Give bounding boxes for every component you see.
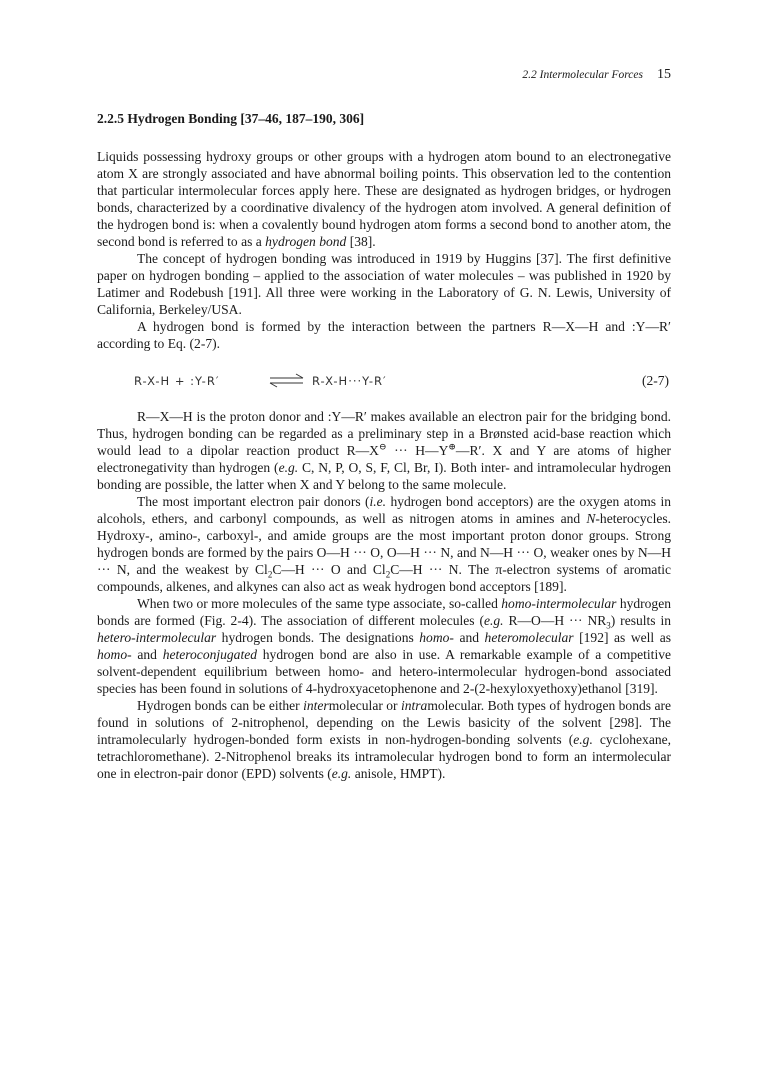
running-head xyxy=(522,67,671,83)
paragraph-3: A hydrogen bond is formed by the interaction between the partners R—X—H and :Y—R′ according to Eq. (2-7). xyxy=(97,319,671,351)
paragraph-7: Hydrogen bonds can be either intermolecular or intramolecular. Both types of hydrogen bonds are found in solutions of 2-nitrophenol, depending on the Lewis basicity of the solvent [298]. The intramolecularly hydrogen-bonded form exists in non-hydrogen-bonding solvents (e.g. cyclohexane, tetrachloromethane). 2-Nitrophenol breaks its intramolecular hydrogen bond to form an intermolecular one in electron-pair donor (EPD) solvents (e.g. anisole, HMPT). xyxy=(97,698,671,781)
equation-rhs: R-X-H···Y-R′ xyxy=(312,374,387,388)
paragraph-2: The concept of hydrogen bonding was introduced in 1919 by Huggins [37]. The first definitive paper on hydrogen bonding – applied to the association of water molecules – was published in 1920 by Latimer and Rodebush [191]. All three were working in the Laboratory of G. N. Lewis, University of California, Berkeley/USA. xyxy=(97,251,671,317)
running-head-title: 2.2 Intermolecular Forces xyxy=(522,69,643,81)
paragraph-5: The most important electron pair donors (i.e. hydrogen bond acceptors) are the oxygen atoms in alcohols, ethers, and carbonyl compounds, as well as nitrogen atoms in amines and N-heterocycles. Hydroxy-, amino-, carboxyl-, and amide groups are the most important proton donor groups. Strong hydrogen bonds are formed by the pairs O—H ··· O, O—H ··· N, and N—H ··· O, weaker ones by N—H ··· N, and the weakest by $Cl_2C—H$ ··· O and $Cl_2C—H$ ··· N. The π-electron systems of aromatic compounds, alkenes, and alkynes can also act as weak hydrogen bond acceptors [189]. xyxy=(97,494,671,594)
page-number: 15 xyxy=(657,67,671,82)
paragraph-4: R—X—H is the proton donor and :Y—R′ makes available an electron pair for the bridging bond. Thus, hydrogen bonding can be regarded as a preliminary step in a Brønsted acid-base reaction which would lead to a dipolar reaction product R—X⊖ ··· H—Y⊕—R′. X and Y are atoms of higher electronegativity than hydrogen (e.g. C, N, P, O, S, F, Cl, Br, I). Both inter- and intramolecular hydrogen bonding are possible, the latter when X and Y belong to the same molecule. xyxy=(97,409,671,492)
equation-number: (2-7) xyxy=(642,373,669,388)
paragraph-1: Liquids possessing hydroxy groups or other groups with a hydrogen atom bound to an electronegative atom X are strongly associated and have abnormal boiling points. This observation led to the contention that particular intermolecular forces apply here. These are designated as hydrogen bridges, or hydrogen bonds, characterized by a coordinative divalency of the hydrogen atom involved. A general definition of the hydrogen bond is: when a covalently bound hydrogen atom forms a second bond to another atom, the second bond is referred to as a hydrogen bond [38]. xyxy=(97,149,671,249)
equation-lhs: R-X-H + :Y-R′ xyxy=(134,374,220,388)
body-text xyxy=(97,148,671,782)
equilibrium-arrow-icon xyxy=(267,369,307,392)
equation-2-7 xyxy=(97,369,671,392)
section-title: 2.2.5 Hydrogen Bonding [37–46, 187–190, 306] xyxy=(97,111,365,126)
paragraph-6: When two or more molecules of the same type associate, so-called homo-intermolecular hydrogen bonds are formed (Fig. 2-4). The association of different molecules (e.g. R—O—H ··· $NR_3$) results in hetero-intermolecular hydrogen bonds. The designations homo- and heteromolecular [192] as well as homo- and heteroconjugated hydrogen bond are also in use. A remarkable example of a competitive solvent-dependent equilibrium between homo- and hetero-intermolecular hydrogen-bond associated species has been found in solutions of 4-hydroxyacetophenone and 2-(2-hexyloxyethoxy)ethanol [319]. xyxy=(97,596,671,696)
